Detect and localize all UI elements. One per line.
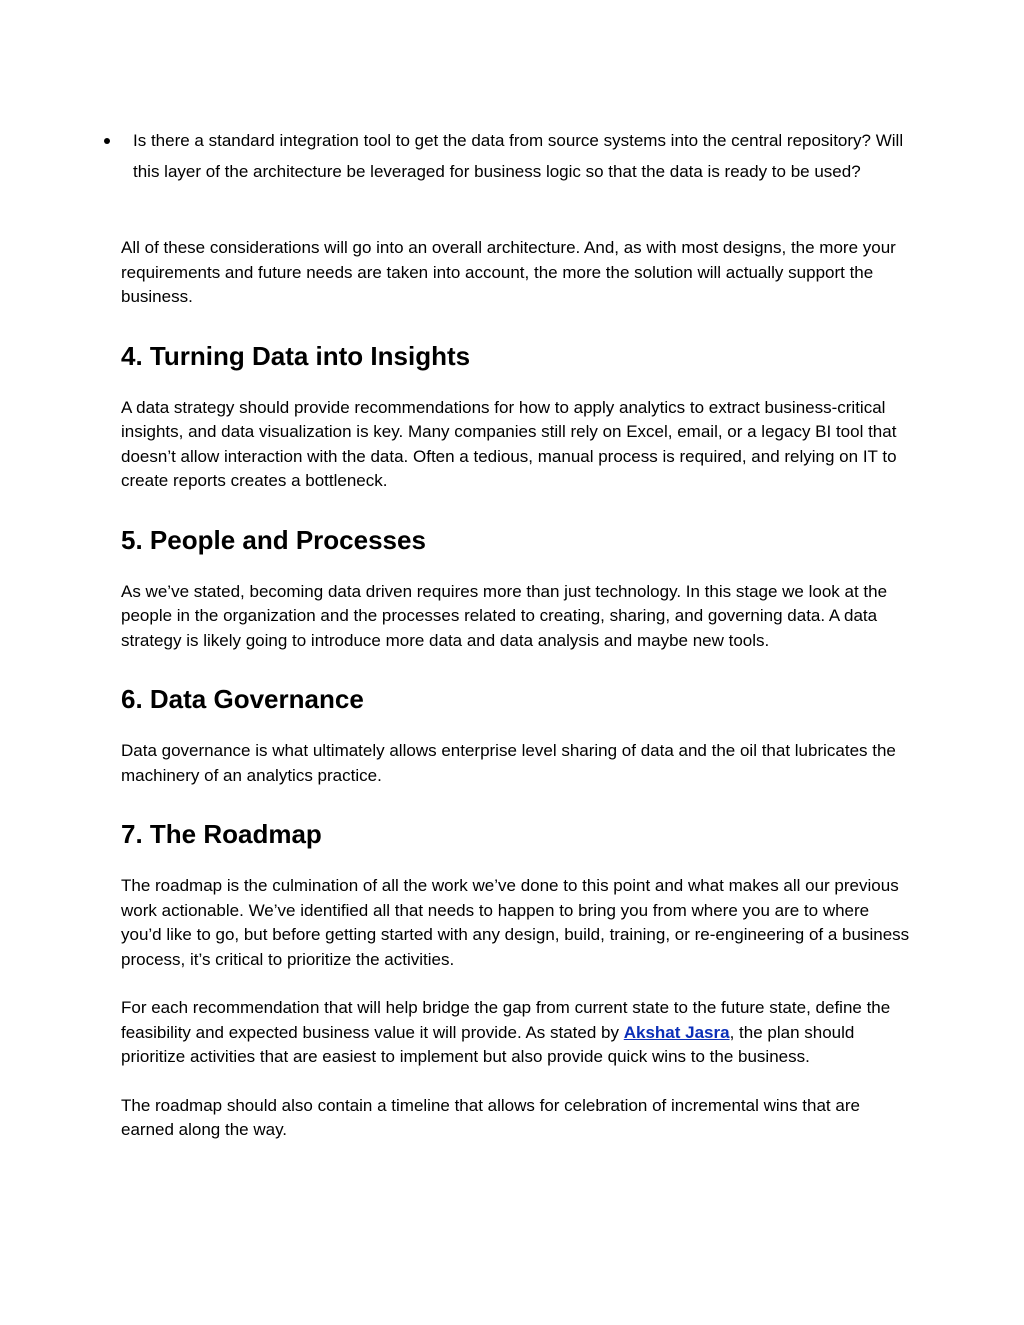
section-4-paragraph: A data strategy should provide recommendations for how to apply analytics to extract business-critical insights, and data visualization is key. Many companies still rely on Excel, email, or a legacy BI tool that doesn’t allow interaction with the data. Often a tedious, manual process is required, and relying on IT to create reports creates a bottleneck. (121, 397, 897, 490)
document-body (121, 236, 911, 1143)
section-heading-5: 5. People and Processes (121, 524, 426, 555)
section-6-paragraph: Data governance is what ultimately allows enterprise level sharing of data and the oil that lubricates the machinery of an analytics practice. (121, 741, 896, 785)
recommendation-text-before: For each recommendation that will help bridge the gap from current state to the future state, define the feasibility and expected business value it will provide. As stated by (121, 998, 891, 1042)
bullet-marker (104, 138, 110, 144)
recommendation-paragraph (121, 996, 911, 1070)
section-heading-4: 4. Turning Data into Insights (121, 340, 471, 371)
section-5-paragraph: As we’ve stated, becoming data driven requires more than just technology. In this stage we look at the people in the organization and the processes related to creating, sharing, and governing data. A data strategy is likely going to introduce more data and data analysis and maybe new tools. (121, 581, 888, 650)
timeline-paragraph: The roadmap should also contain a timeline that allows for celebration of incremental wins that are earned along the way. (121, 1095, 860, 1139)
author-link[interactable]: Akshat Jasra (623, 1022, 730, 1042)
section-7-paragraph: The roadmap is the culmination of all the work we’ve done to this point and what makes all our previous work actionable. We’ve identified all that needs to happen to bring you from where you are to where you’d like to go, but before getting started with any design, build, training, or re-engineering of a business process, it’s critical to prioritize the activities. (121, 876, 910, 969)
section-heading-6: 6. Data Governance (121, 684, 364, 714)
intro-paragraph: All of these considerations will go into an overall architecture. And, as with most designs, the more your requirements and future needs are taken into account, the more the solution will actually support the business. (121, 238, 896, 306)
recommendation-text-after: , the plan should prioritize activities that are easiest to implement but also provide quick wins to the business. (121, 1022, 855, 1066)
bullet-list (104, 125, 904, 187)
section-heading-7: 7. The Roadmap (121, 819, 322, 849)
bullet-item: Is there a standard integration tool to get the data from source systems into the central repository? Will this layer of the architecture be leveraged for business logic so that the data is ready to be used? (133, 131, 904, 181)
